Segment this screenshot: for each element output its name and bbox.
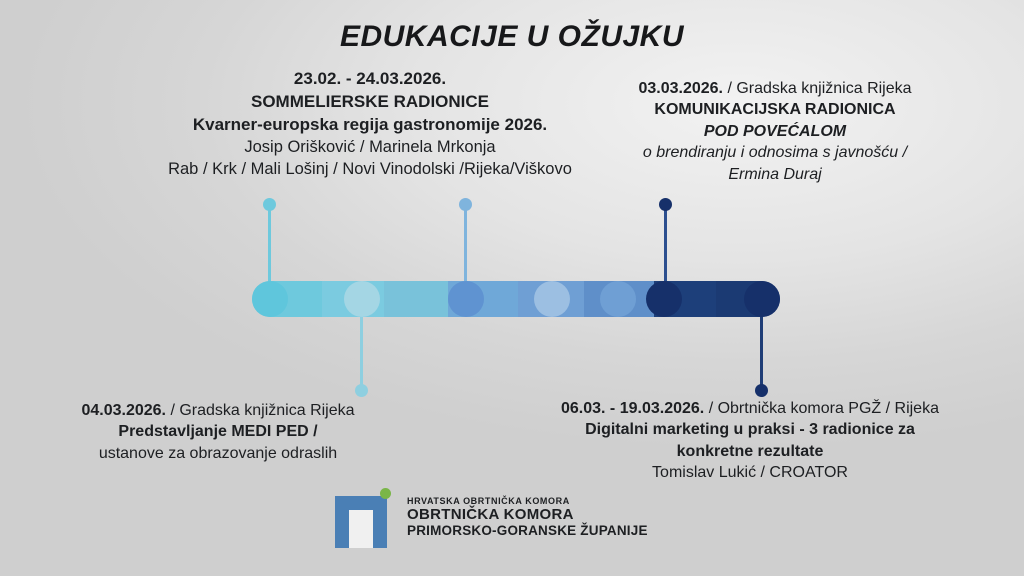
page-title: EDUKACIJE U OŽUJKU xyxy=(339,20,685,53)
event-komunikacijska xyxy=(560,78,990,185)
event-digitalni-header xyxy=(500,398,1000,419)
event-digitalni-date: 06.03. - 19.03.2026. xyxy=(561,400,705,417)
timeline-node-6 xyxy=(646,281,682,317)
event-komunikacijska-venue: / Gradska knjižnica Rijeka xyxy=(727,80,912,97)
connector-komunikacijska xyxy=(664,206,667,284)
connector-digitalni-dot xyxy=(755,384,768,397)
timeline-node-5 xyxy=(600,281,636,317)
connector-medi-dot xyxy=(355,384,368,397)
event-komunikacijska-date: 03.03.2026. xyxy=(638,80,723,97)
event-sommelier-date: 23.02. - 24.03.2026. xyxy=(293,69,447,88)
logo-dot-icon xyxy=(380,488,391,499)
logo-line-1: HRVATSKA OBRTNIČKA KOMORA xyxy=(407,496,570,506)
timeline-node-3 xyxy=(448,281,484,317)
event-medi-ped-venue: / Gradska knjižnica Rijeka xyxy=(170,402,355,419)
logo-square-inner xyxy=(349,510,373,548)
logo xyxy=(335,486,648,548)
connector-sommelier-a-dot xyxy=(263,198,276,211)
timeline-node-4 xyxy=(534,281,570,317)
event-komunikacijska-title: KOMUNIKACIJSKA RADIONICA xyxy=(654,101,896,119)
connector-sommelier-b-dot xyxy=(459,198,472,211)
event-sommelier-locations: Rab / Krk / Mali Lošinj / Novi Vinodolski /Rijeka/Viškovo xyxy=(168,160,572,179)
logo-line-2: OBRTNIČKA KOMORA xyxy=(407,506,574,523)
timeline-node-2 xyxy=(344,281,380,317)
event-sommelier-subtitle: Kvarner-europska regija gastronomije 2026. xyxy=(192,114,548,134)
event-medi-ped xyxy=(18,400,418,464)
connector-komunikacijska-dot xyxy=(659,198,672,211)
event-medi-ped-date: 04.03.2026. xyxy=(81,402,166,419)
timeline-segment-3 xyxy=(384,281,448,317)
event-digitalni-venue: / Obrtnička komora PGŽ / Rijeka xyxy=(708,400,939,417)
event-komunikacijska-header xyxy=(560,78,990,99)
chamber-logo-icon xyxy=(335,486,393,548)
event-medi-ped-header xyxy=(18,400,418,421)
event-sommelier-lecturers: Josip Orišković / Marinela Mrkonja xyxy=(244,138,496,157)
timeline-node-7 xyxy=(744,281,780,317)
event-digitalni-title: Digitalni marketing u praksi - 3 radionice za xyxy=(585,421,915,439)
event-digitalni-lecturer: Tomislav Lukić / CROATOR xyxy=(652,464,848,482)
connector-sommelier-a xyxy=(268,206,271,284)
event-komunikacijska-title2: POD POVEĆALOM xyxy=(703,122,847,140)
event-komunikacijska-lecturer: Ermina Duraj xyxy=(728,165,822,183)
event-digitalni-title2: konkretne rezultate xyxy=(676,442,824,460)
connector-digitalni xyxy=(760,314,763,390)
logo-line-3: PRIMORSKO-GORANSKE ŽUPANIJE xyxy=(407,523,648,538)
connector-medi xyxy=(360,314,363,390)
event-medi-ped-subtitle: ustanove za obrazovanje odraslih xyxy=(98,444,338,462)
event-sommelier-title: SOMMELIERSKE RADIONICE xyxy=(250,91,490,111)
event-digitalni-marketing xyxy=(500,398,1000,484)
timeline-node-1 xyxy=(252,281,288,317)
connector-sommelier-b xyxy=(464,206,467,284)
timeline-bar xyxy=(252,281,780,317)
event-komunikacijska-subtitle: o brendiranju i odnosima s javnošću / xyxy=(642,144,908,162)
logo-text xyxy=(407,496,648,538)
event-medi-ped-title: Predstavljanje MEDI PED / xyxy=(118,423,318,441)
